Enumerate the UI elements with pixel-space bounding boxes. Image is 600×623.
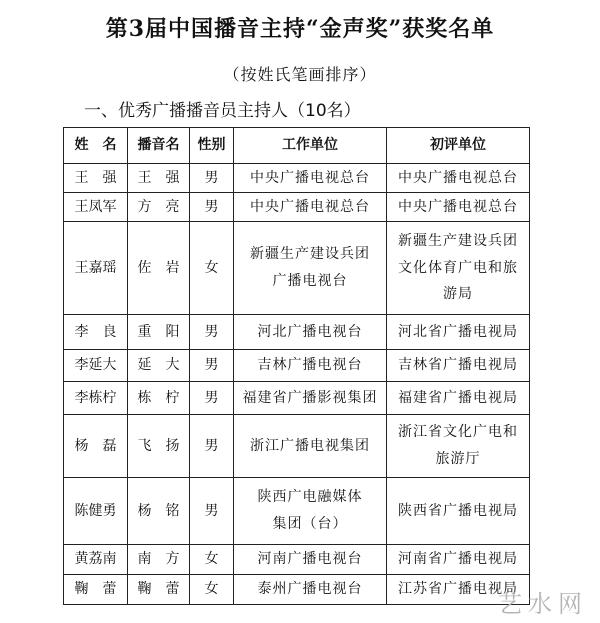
cell-broadcast-name: 延 大	[128, 350, 190, 382]
cell-gender: 男	[190, 382, 234, 415]
cell-name: 王凤军	[64, 193, 128, 222]
table-row	[64, 222, 530, 315]
document-subtitle: （按姓氏笔画排序）	[223, 65, 377, 84]
cell-gender: 男	[190, 350, 234, 382]
table-row	[64, 193, 530, 222]
cell-broadcast-name: 佐 岩	[128, 222, 190, 315]
cell-gender: 男	[190, 415, 234, 478]
cell-review-unit: 江苏省广播电视局	[387, 575, 530, 605]
cell-review-unit: 中央广播电视总台	[387, 164, 530, 193]
cell-name: 杨 磊	[64, 415, 128, 478]
cell-workplace: 新疆生产建设兵团 广播电视台	[234, 222, 387, 315]
cell-gender: 男	[190, 164, 234, 193]
table-row	[64, 315, 530, 350]
cell-workplace: 中央广播电视总台	[234, 164, 387, 193]
section-heading: 一、优秀广播播音员主持人（10名）	[84, 101, 361, 121]
cell-workplace: 浙江广播电视集团	[234, 415, 387, 478]
cell-name: 李栋柠	[64, 382, 128, 415]
cell-name: 王 强	[64, 164, 128, 193]
cell-gender: 男	[190, 193, 234, 222]
header-workplace: 工作单位	[234, 128, 387, 164]
cell-broadcast-name: 重 阳	[128, 315, 190, 350]
cell-review-unit: 福建省广播电视局	[387, 382, 530, 415]
cell-review-unit: 陕西省广播电视局	[387, 478, 530, 545]
header-gender: 性别	[190, 128, 234, 164]
cell-broadcast-name: 杨 铭	[128, 478, 190, 545]
cell-review-unit: 新疆生产建设兵团 文化体育广电和旅 游局	[387, 222, 530, 315]
header-name: 姓 名	[64, 128, 128, 164]
table-row	[64, 350, 530, 382]
header-broadcast-name: 播音名	[128, 128, 190, 164]
table-row	[64, 164, 530, 193]
header-review-unit: 初评单位	[387, 128, 530, 164]
cell-workplace: 吉林广播电视台	[234, 350, 387, 382]
cell-broadcast-name: 方 亮	[128, 193, 190, 222]
cell-broadcast-name: 鞠 蕾	[128, 575, 190, 605]
table-row	[64, 545, 530, 575]
table-row	[64, 575, 530, 605]
cell-review-unit: 浙江省文化广电和 旅游厅	[387, 415, 530, 478]
cell-name: 黄荔南	[64, 545, 128, 575]
cell-workplace: 中央广播电视总台	[234, 193, 387, 222]
table-body	[64, 164, 530, 605]
cell-broadcast-name: 飞 扬	[128, 415, 190, 478]
table-row	[64, 415, 530, 478]
cell-name: 陈健勇	[64, 478, 128, 545]
cell-gender: 男	[190, 315, 234, 350]
cell-broadcast-name: 王 强	[128, 164, 190, 193]
cell-gender: 女	[190, 575, 234, 605]
watermark: 艺水网	[498, 590, 588, 618]
cell-broadcast-name: 南 方	[128, 545, 190, 575]
table-header-row	[64, 128, 530, 164]
cell-workplace: 河南广播电视台	[234, 545, 387, 575]
cell-review-unit: 河北省广播电视局	[387, 315, 530, 350]
document-title: 第3届中国播音主持“金声奖”获奖名单	[105, 16, 495, 42]
table-row	[64, 478, 530, 545]
cell-review-unit: 河南省广播电视局	[387, 545, 530, 575]
cell-gender: 男	[190, 478, 234, 545]
cell-name: 王嘉瑶	[64, 222, 128, 315]
cell-workplace: 泰州广播电视台	[234, 575, 387, 605]
cell-name: 李延大	[64, 350, 128, 382]
cell-name: 鞠 蕾	[64, 575, 128, 605]
cell-gender: 女	[190, 545, 234, 575]
cell-name: 李 良	[64, 315, 128, 350]
cell-review-unit: 吉林省广播电视局	[387, 350, 530, 382]
cell-broadcast-name: 栋 柠	[128, 382, 190, 415]
table-row	[64, 382, 530, 415]
cell-review-unit: 中央广播电视总台	[387, 193, 530, 222]
cell-workplace: 福建省广播影视集团	[234, 382, 387, 415]
winners-table	[63, 127, 530, 605]
cell-gender: 女	[190, 222, 234, 315]
cell-workplace: 陕西广电融媒体 集团（台）	[234, 478, 387, 545]
cell-workplace: 河北广播电视台	[234, 315, 387, 350]
